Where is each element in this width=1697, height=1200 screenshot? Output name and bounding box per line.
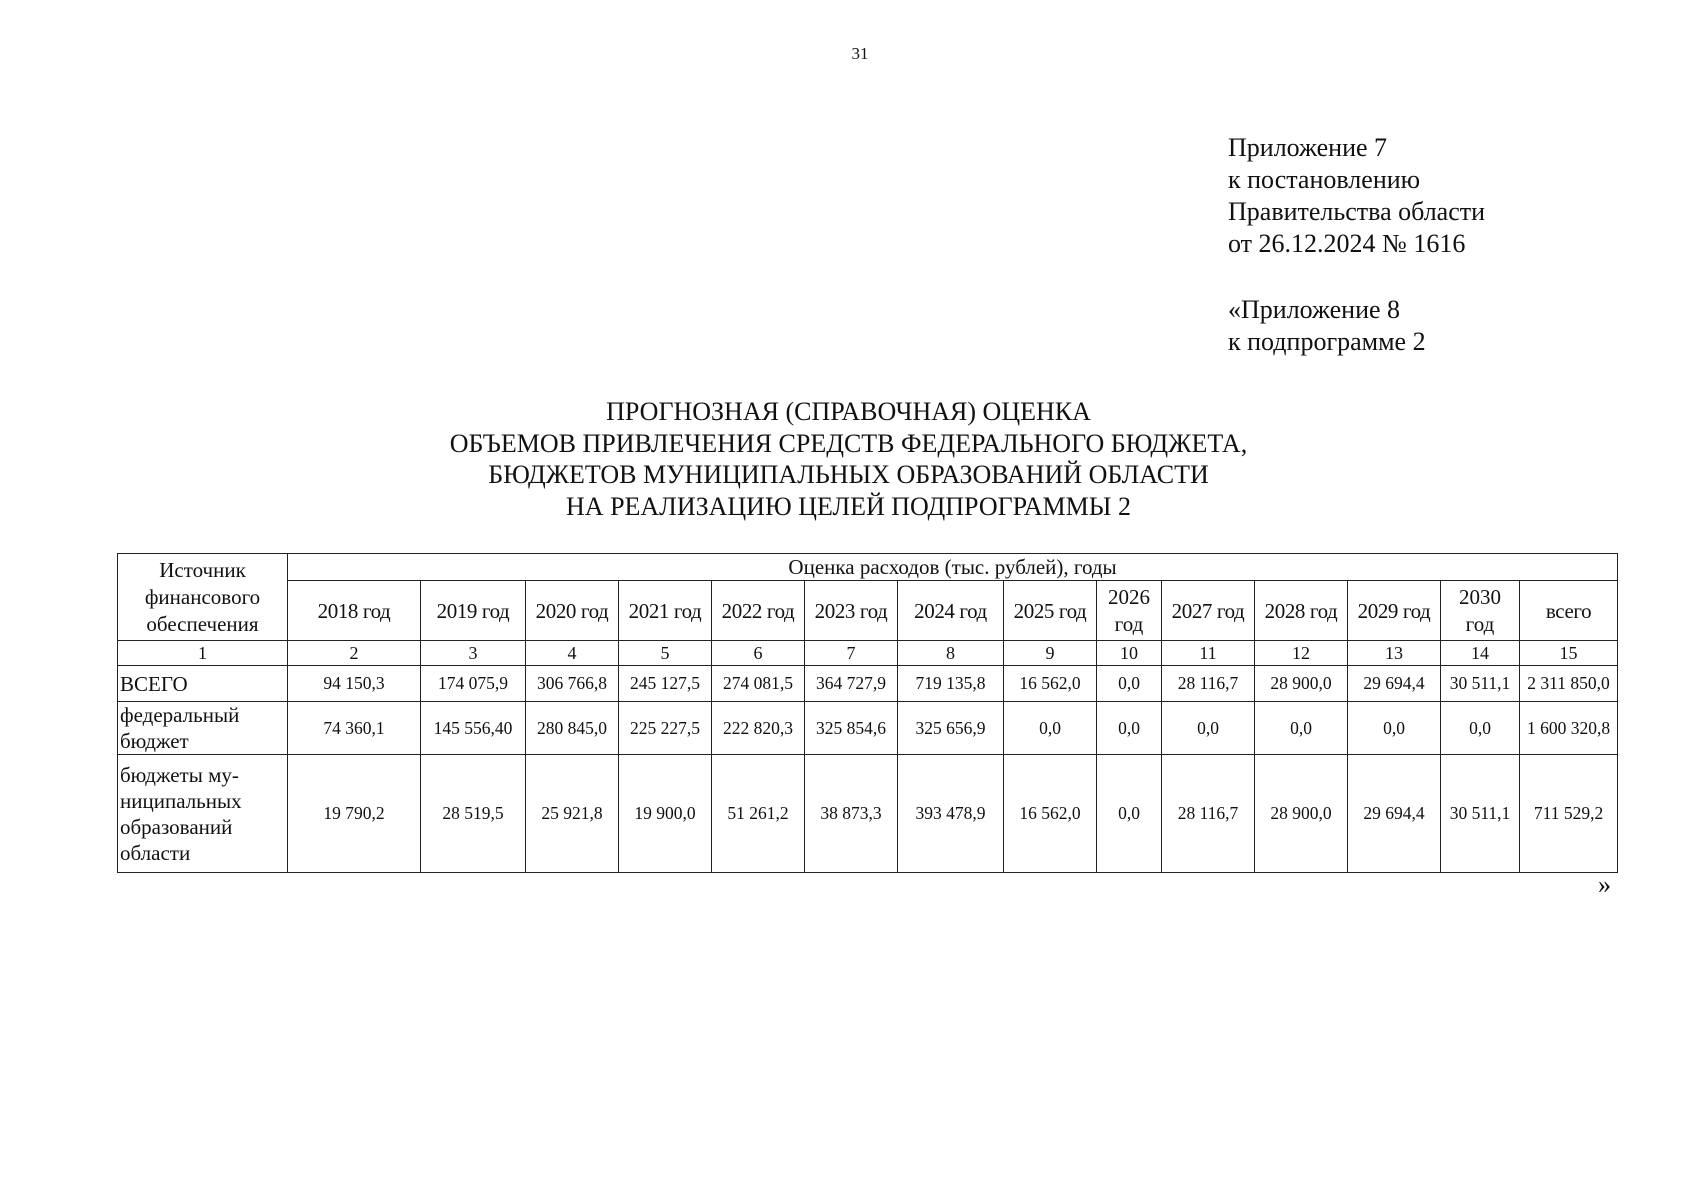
year-header: 2025 год [1004,581,1097,641]
row-source: ВСЕГО [118,666,288,702]
table-cell: 38 873,3 [805,755,898,873]
budget-table [117,553,1618,873]
row-source: федеральный бюджет [118,702,288,755]
table-cell: 28 116,7 [1162,666,1255,702]
table-cell: 719 135,8 [898,666,1004,702]
appendix-line: «Приложение 8 [1228,295,1401,324]
column-number: 2 [288,641,421,666]
table-cell: 145 556,40 [421,702,526,755]
title-line: БЮДЖЕТОВ МУНИЦИПАЛЬНЫХ ОБРАЗОВАНИЙ ОБЛАСТИ [488,460,1209,489]
title-line: ПРОГНОЗНАЯ (СПРАВОЧНАЯ) ОЦЕНКА [606,397,1091,426]
row-source: бюджеты му-ниципальных образований области [118,755,288,873]
table-row-total [118,666,1618,702]
year-header: 2029 год [1348,581,1441,641]
column-number: 15 [1520,641,1618,666]
column-number: 14 [1441,641,1520,666]
column-number: 9 [1004,641,1097,666]
source-header: Источник финансового обеспечения [118,554,288,641]
table-cell: 28 900,0 [1255,666,1348,702]
table-cell: 19 790,2 [288,755,421,873]
year-header: 2023 год [805,581,898,641]
column-number: 4 [526,641,619,666]
year-header: 2018 год [288,581,421,641]
table-cell: 30 511,1 [1441,666,1520,702]
total-header: всего [1520,581,1618,641]
table-cell: 245 127,5 [619,666,712,702]
year-header: 2020 год [526,581,619,641]
year-header: 2026 год [1097,581,1162,641]
table-cell: 0,0 [1348,702,1441,755]
year-header: 2024 год [898,581,1004,641]
table-cell: 28 519,5 [421,755,526,873]
table-cell: 0,0 [1097,755,1162,873]
appendix-block [1228,132,1668,358]
year-header: 2019 год [421,581,526,641]
closing-quote-mark: » [1598,870,1611,899]
table-cell: 1 600 320,8 [1520,702,1618,755]
table-row-federal [118,702,1618,755]
table-row-municipal [118,755,1618,873]
column-number: 11 [1162,641,1255,666]
table-cell: 51 261,2 [712,755,805,873]
column-number: 12 [1255,641,1348,666]
table-cell: 174 075,9 [421,666,526,702]
title-line: НА РЕАЛИЗАЦИЮ ЦЕЛЕЙ ПОДПРОГРАММЫ 2 [566,491,1131,521]
table-cell: 19 900,0 [619,755,712,873]
table-cell: 74 360,1 [288,702,421,755]
table-cell: 2 311 850,0 [1520,666,1618,702]
table-cell: 29 694,4 [1348,755,1441,873]
table-cell: 28 116,7 [1162,755,1255,873]
table-cell: 306 766,8 [526,666,619,702]
column-number: 5 [619,641,712,666]
year-header: 2022 год [712,581,805,641]
column-number: 13 [1348,641,1441,666]
table-cell: 30 511,1 [1441,755,1520,873]
year-header: 2030 год [1441,581,1520,641]
year-header: 2021 год [619,581,712,641]
table-cell: 393 478,9 [898,755,1004,873]
table-cell: 0,0 [1097,666,1162,702]
group-header: Оценка расходов (тыс. рублей), годы [288,554,1618,581]
year-header: 2028 год [1255,581,1348,641]
appendix-line: от 26.12.2024 № 1616 [1228,229,1466,258]
column-number: 8 [898,641,1004,666]
table-cell: 222 820,3 [712,702,805,755]
document-title [0,396,1697,522]
table-cell: 280 845,0 [526,702,619,755]
table-cell: 0,0 [1255,702,1348,755]
table-cell: 0,0 [1004,702,1097,755]
table-cell: 274 081,5 [712,666,805,702]
column-number: 10 [1097,641,1162,666]
years-row [118,581,1618,641]
table-cell: 28 900,0 [1255,755,1348,873]
table-cell: 29 694,4 [1348,666,1441,702]
appendix-line: к постановлению [1228,165,1421,194]
column-number: 7 [805,641,898,666]
page-number: 31 [851,44,869,63]
year-header: 2027 год [1162,581,1255,641]
appendix-line: Приложение 7 [1228,133,1388,162]
table-cell: 325 656,9 [898,702,1004,755]
table-cell: 325 854,6 [805,702,898,755]
column-number: 1 [118,641,288,666]
table-cell: 225 227,5 [619,702,712,755]
appendix-line: к подпрограмме 2 [1228,327,1426,356]
column-numbers-row [118,641,1618,666]
header-row [118,554,1618,581]
table-cell: 16 562,0 [1004,666,1097,702]
table-cell: 25 921,8 [526,755,619,873]
table-cell: 0,0 [1441,702,1520,755]
table-cell: 0,0 [1097,702,1162,755]
appendix-line: Правительства области [1228,197,1486,226]
column-number: 6 [712,641,805,666]
column-number: 3 [421,641,526,666]
table-cell: 16 562,0 [1004,755,1097,873]
table-cell: 711 529,2 [1520,755,1618,873]
title-line: ОБЪЕМОВ ПРИВЛЕЧЕНИЯ СРЕДСТВ ФЕДЕРАЛЬНОГО БЮДЖЕТА, [449,428,1248,458]
table-cell: 94 150,3 [288,666,421,702]
table-cell: 0,0 [1162,702,1255,755]
table-cell: 364 727,9 [805,666,898,702]
